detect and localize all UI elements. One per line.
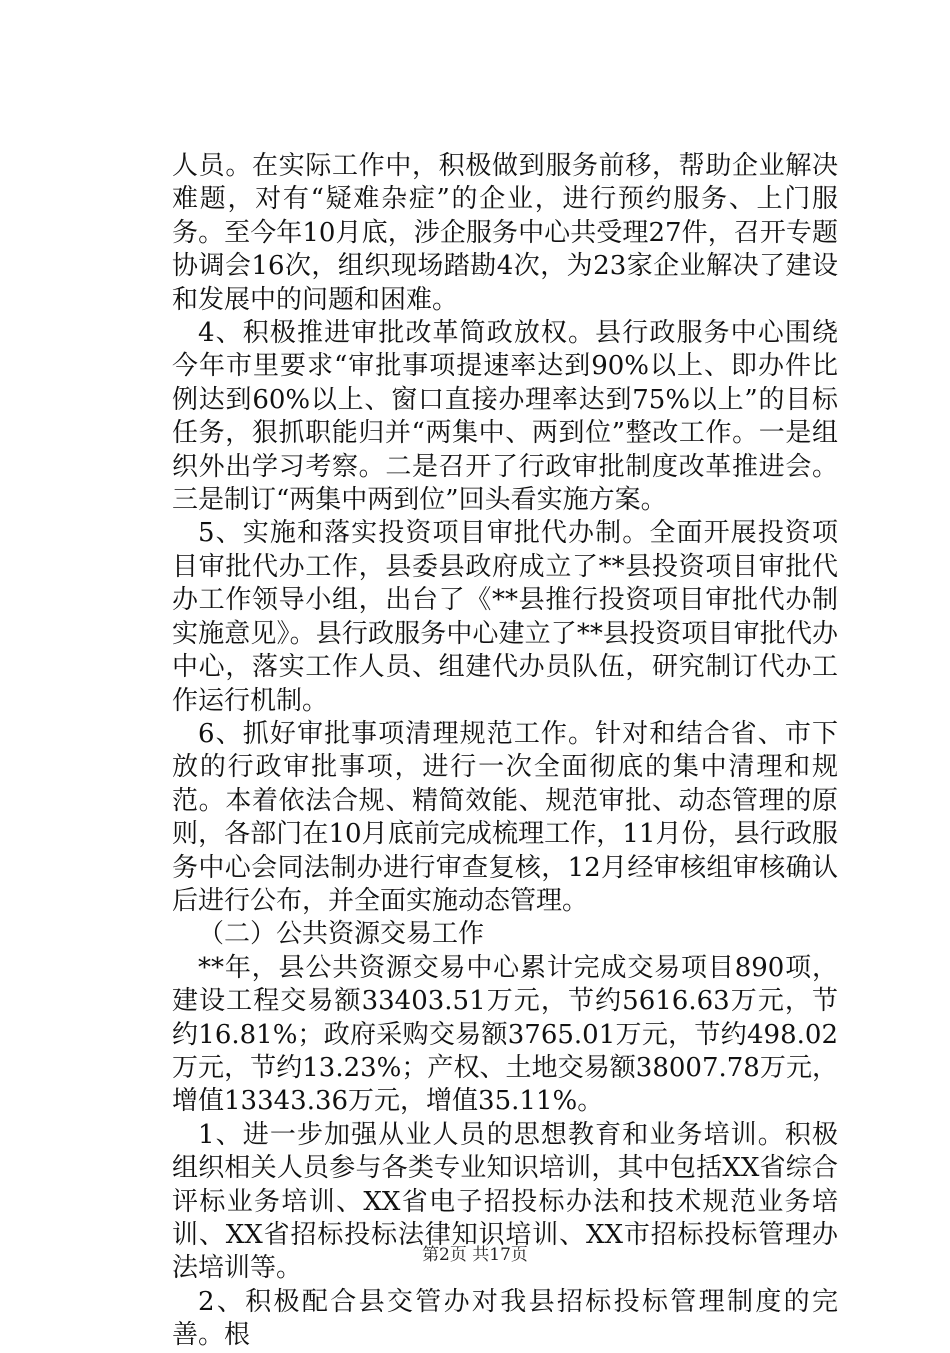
paragraph-continuation: 人员。在实际工作中，积极做到服务前移，帮助企业解决难题，对有“疑难杂症”的企业，进行预约服务、上门服务。至今年10月底，涉企服务中心共受理27件，召开专题协调会16次，组织现场踏勘4次，为23家企业解决了建设和发展中的问题和困难。 bbox=[172, 151, 838, 315]
document-body bbox=[172, 150, 838, 1353]
paragraph-item-4: 4、积极推进审批改革简政放权。县行政服务中心围绕今年市里要求“审批事项提速率达到90%以上、即办件比例达到60%以上、窗口直接办理率达到75%以上”的目标任务，狠抓职能归并“两集中、两到位”整改工作。一是组织外出学习考察。二是召开了行政审批制度改革推进会。三是制订“两集中两到位”回头看实施方案。 bbox=[172, 318, 838, 516]
paragraph-item-1: 1、进一步加强从业人员的思想教育和业务培训。积极组织相关人员参与各类专业知识培训，其中包括XX省综合评标业务培训、XX省电子招投标办法和技术规范业务培训、XX省招标投标法律知识培训、XX市招标投标管理办法培训等。 bbox=[172, 1119, 838, 1284]
page-footer bbox=[0, 1240, 950, 1265]
paragraph-summary: **年，县公共资源交易中心累计完成交易项目890项，建设工程交易额33403.51万元，节约5616.63万元，节约16.81%；政府采购交易额3765.01万元，节约498.02万元，节约13.23%；产权、土地交易额38007.78万元，增值13343.36万元，增值35.11%。 bbox=[172, 952, 838, 1117]
page-number: 第2页 共17页 bbox=[422, 1245, 528, 1265]
paragraph-item-6: 6、抓好审批事项清理规范工作。针对和结合省、市下放的行政审批事项，进行一次全面彻底的集中清理和规范。本着依法合规、精简效能、规范审批、动态管理的原则，各部门在10月底前完成梳理工作，11月份，县行政服务中心会同法制办进行审查复核，12月经审核组审核确认后进行公布，并全面实施动态管理。 bbox=[172, 718, 838, 916]
section-heading-public-resources: （二）公共资源交易工作 bbox=[198, 919, 485, 950]
paragraph-item-2: 2、积极配合县交管办对我县招标投标管理制度的完善。根 bbox=[172, 1286, 838, 1351]
paragraph-item-5: 5、实施和落实投资项目审批代办制。全面开展投资项目审批代办工作，县委县政府成立了**县投资项目审批代办工作领导小组，出台了《**县推行投资项目审批代办制实施意见》。县行政服务中心建立了**县投资项目审批代办中心，落实工作人员、组建代办员队伍，研究制订代办工作运行机制。 bbox=[172, 518, 838, 716]
